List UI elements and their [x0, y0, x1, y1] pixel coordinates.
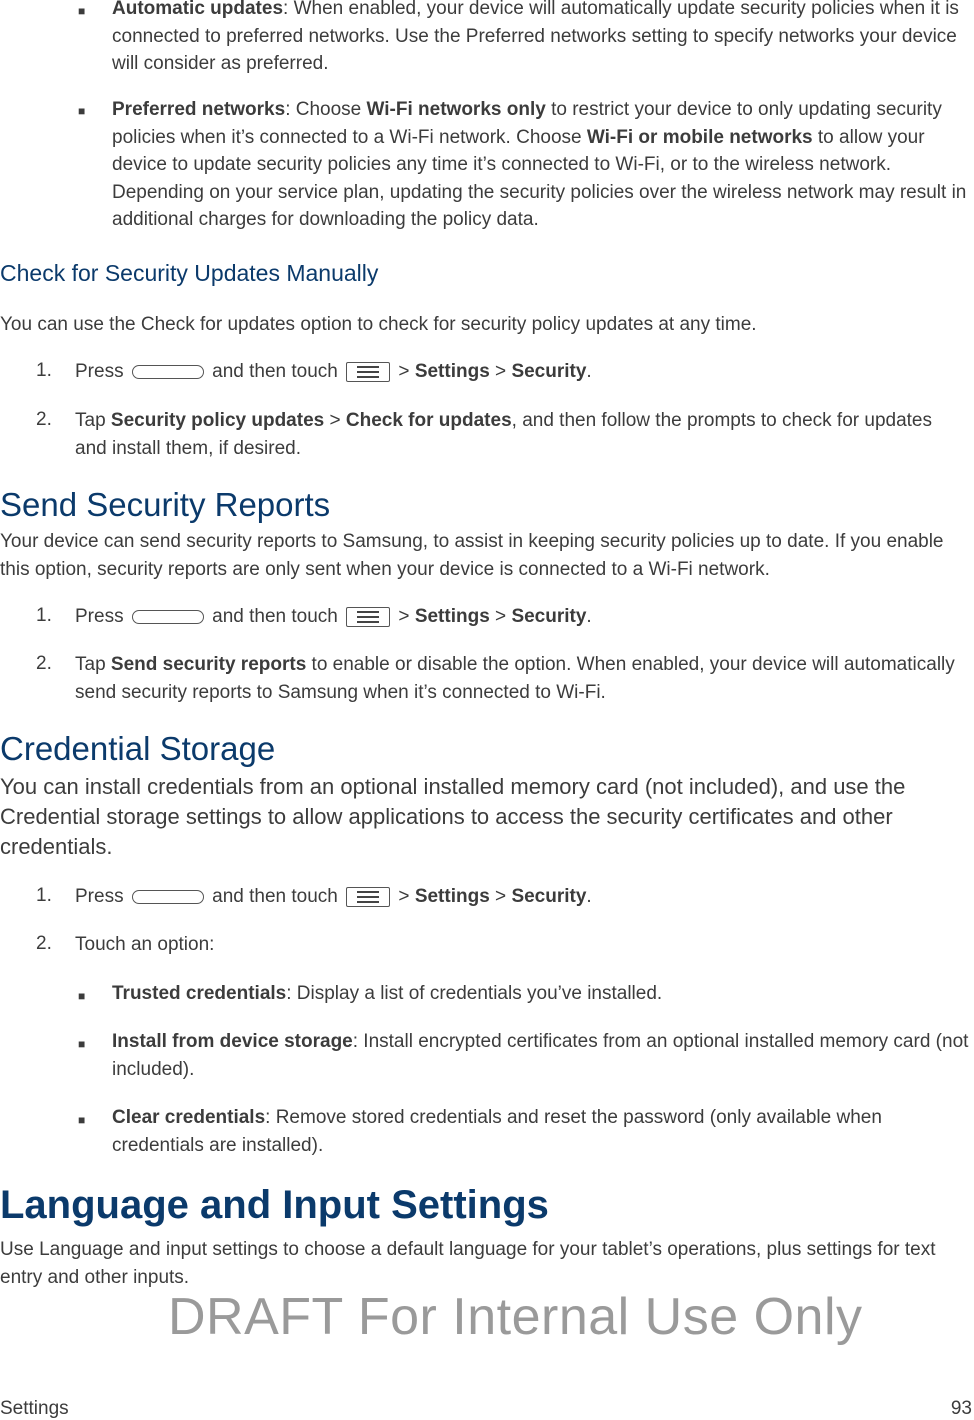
option-install-from-storage: [112, 1028, 970, 1083]
step-bold: Check for updates: [345, 410, 512, 431]
option-text: : Display a list of credentials you’ve installed.: [286, 983, 663, 1004]
square-bullet-icon: ■: [78, 1113, 86, 1127]
step-number: 2.: [36, 653, 52, 674]
step-text: and then touch: [212, 361, 338, 382]
credential-step1: [75, 883, 955, 911]
credential-heading: Credential Storage: [0, 730, 276, 767]
step-bold: Send security reports: [110, 654, 307, 675]
separator: >: [495, 886, 507, 907]
step-text: Tap: [75, 654, 111, 675]
send-step2: [75, 651, 955, 706]
check-step1: [75, 358, 955, 386]
settings-label: Settings: [414, 361, 490, 382]
square-bullet-icon: ■: [78, 1037, 86, 1051]
step-text: Tap: [75, 410, 111, 431]
bullet-text: : When enabled, your device will automatically update security policies when it is connected to preferred networks. Use the Preferred networks setting to specify networks your device will consider as preferred.: [112, 0, 959, 74]
bullet-text: to restrict your device to only updating security policies when it’s connected to a Wi-Fi network. Choose: [112, 99, 942, 148]
language-intro: Use Language and input settings to choose a default language for your tablet’s operations, plus settings for text entry and other inputs.: [0, 1239, 936, 1288]
separator: >: [398, 361, 410, 382]
step-text: and then touch: [212, 886, 338, 907]
bullet-text: : Choose: [285, 99, 367, 120]
security-label: Security: [511, 606, 587, 627]
step-number: 1.: [36, 885, 52, 906]
bullet-text: to allow your device to update security policies any time it’s connected to Wi-Fi, or to the wireless network. Depending on your service plan, updating the security policies over the wireless network may result in additional charges for downloading the policy data.: [112, 126, 967, 230]
bullet-bold: Wi-Fi or mobile networks: [586, 126, 813, 148]
step-text: and then touch: [212, 606, 338, 627]
separator: >: [398, 606, 410, 627]
separator: >: [324, 410, 346, 431]
bullet-bold: Wi-Fi networks only: [366, 99, 546, 120]
option-text: : Install encrypted certificates from an optional installed memory card (not included).: [112, 1031, 969, 1080]
step-text: .: [586, 886, 592, 907]
language-heading: Language and Input Settings: [0, 1183, 549, 1227]
draft-watermark: DRAFT For Internal Use Only: [168, 1288, 863, 1346]
credential-step2: Touch an option:: [75, 934, 215, 955]
step-bold: Security policy updates: [110, 410, 325, 431]
step-number: 1.: [36, 360, 52, 381]
step-text: .: [586, 361, 592, 382]
separator: >: [495, 361, 507, 382]
security-label: Security: [511, 361, 587, 382]
step-number: 2.: [36, 409, 52, 430]
separator: >: [495, 606, 507, 627]
check-heading: Check for Security Updates Manually: [0, 260, 379, 286]
separator: >: [398, 886, 410, 907]
bullet-automatic-updates: [112, 0, 962, 78]
menu-key-icon: [346, 887, 390, 907]
home-key-icon: [132, 365, 204, 379]
step-text: to enable or disable the option. When enabled, your device will automatically send security reports to Samsung when it’s connected to Wi-Fi.: [75, 654, 955, 703]
send-heading: Send Security Reports: [0, 486, 331, 523]
bullet-bold: Preferred networks: [112, 99, 286, 120]
settings-label: Settings: [414, 886, 490, 907]
option-text: : Remove stored credentials and reset the password (only available when credentials are installed).: [112, 1107, 882, 1156]
credential-intro: You can install credentials from an optional installed memory card (not included), and use the Credential storage settings to allow applications to access the security certificates and other credentials.: [0, 774, 906, 859]
step-text: Press: [75, 606, 124, 627]
settings-label: Settings: [414, 606, 490, 627]
check-intro: You can use the Check for updates option to check for security policy updates at any time.: [0, 314, 757, 335]
step-text: .: [586, 606, 592, 627]
option-trusted-credentials: [112, 980, 962, 1008]
footer-page-number: 93: [950, 1398, 972, 1419]
square-bullet-icon: ■: [78, 104, 86, 118]
square-bullet-icon: ■: [78, 4, 86, 18]
footer-section: Settings: [0, 1398, 69, 1419]
option-clear-credentials: [112, 1104, 970, 1159]
step-text: Press: [75, 361, 124, 382]
step-number: 1.: [36, 605, 52, 626]
step-number: 2.: [36, 933, 52, 954]
send-intro: Your device can send security reports to Samsung, to assist in keeping security policies up to date. If you enable this option, security reports are only sent when your device is connected to a Wi-Fi network.: [0, 531, 944, 580]
check-step2: [75, 407, 955, 462]
square-bullet-icon: ■: [78, 989, 86, 1003]
home-key-icon: [132, 610, 204, 624]
step-text: Press: [75, 886, 124, 907]
bullet-bold: Automatic updates: [112, 0, 284, 19]
option-bold: Install from device storage: [112, 1031, 353, 1052]
step-text: , and then follow the prompts to check for updates and install them, if desired.: [75, 410, 932, 459]
security-label: Security: [511, 886, 587, 907]
option-bold: Trusted credentials: [112, 983, 287, 1004]
option-bold: Clear credentials: [112, 1107, 266, 1128]
bullet-preferred-networks: [112, 96, 967, 234]
home-key-icon: [132, 890, 204, 904]
send-step1: [75, 603, 955, 631]
menu-key-icon: [346, 607, 390, 627]
menu-key-icon: [346, 362, 390, 382]
